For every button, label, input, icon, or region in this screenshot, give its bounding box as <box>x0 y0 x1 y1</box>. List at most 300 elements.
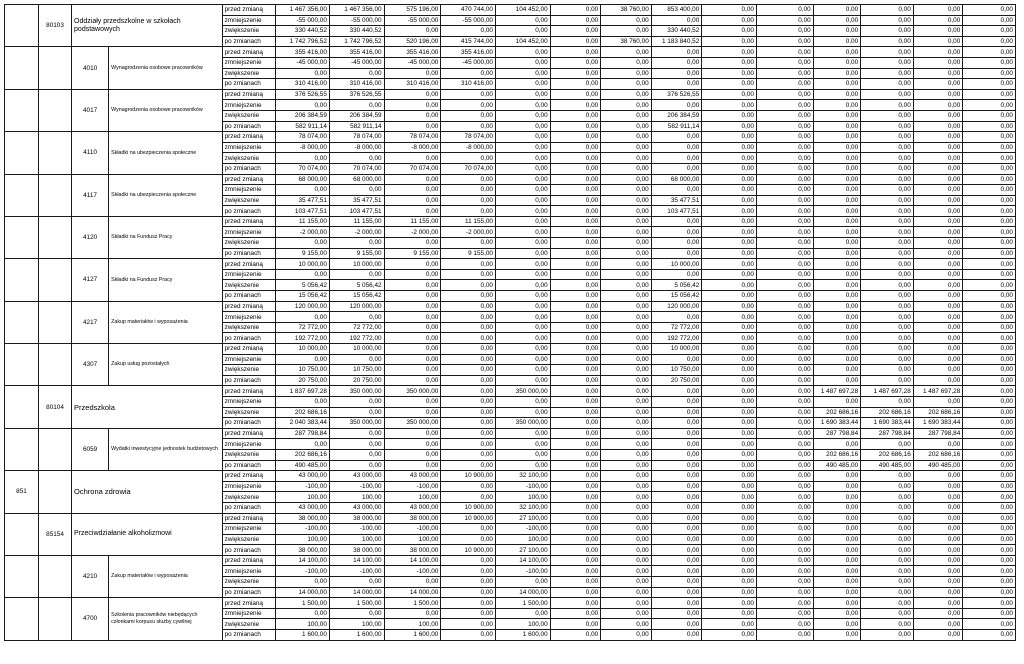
value-cell: 0,00 <box>550 449 601 460</box>
value-cell: 35 477,51 <box>329 195 384 206</box>
row-label: zwiększenie <box>222 280 276 291</box>
value-cell: 0,00 <box>963 47 1016 58</box>
value-cell: 0,00 <box>913 598 963 609</box>
value-cell: 0,00 <box>861 396 914 407</box>
row-label: zwiększenie <box>222 407 276 418</box>
table-row <box>5 5 1016 16</box>
value-cell: 0,00 <box>441 322 496 333</box>
value-cell: 0,00 <box>813 555 860 566</box>
value-cell: 0,00 <box>913 142 963 153</box>
value-cell: 10 000,00 <box>276 344 330 355</box>
row-label: zmniejszenie <box>222 227 276 238</box>
value-cell: 1 467 356,00 <box>329 5 384 16</box>
value-cell: 206 384,59 <box>329 110 384 121</box>
value-cell: 0,00 <box>702 269 757 280</box>
row-label: po zmianach <box>222 545 276 556</box>
value-cell: 0,00 <box>550 471 601 482</box>
value-cell: 0,00 <box>861 79 914 90</box>
value-cell: 0,00 <box>702 132 757 143</box>
value-cell: 68 000,00 <box>651 174 702 185</box>
value-cell: 0,00 <box>861 47 914 58</box>
value-cell: 0,00 <box>601 216 652 227</box>
row-label: zwiększenie <box>222 577 276 588</box>
value-cell: 0,00 <box>651 396 702 407</box>
value-cell: 0,00 <box>702 15 757 26</box>
value-cell: 0,00 <box>550 481 601 492</box>
value-cell: 0,00 <box>601 555 652 566</box>
value-cell: 0,00 <box>963 608 1016 619</box>
value-cell: 0,00 <box>963 566 1016 577</box>
row-label: przed zmianą <box>222 344 276 355</box>
value-cell: 5 056,42 <box>329 280 384 291</box>
value-cell: 0,00 <box>601 333 652 344</box>
value-cell: 0,00 <box>756 174 813 185</box>
value-cell: 0,00 <box>756 333 813 344</box>
value-cell: 0,00 <box>963 365 1016 376</box>
value-cell: 0,00 <box>702 386 757 397</box>
value-cell: 0,00 <box>813 89 860 100</box>
value-cell: 0,00 <box>813 608 860 619</box>
value-cell: 0,00 <box>813 333 860 344</box>
value-cell: 0,00 <box>550 312 601 323</box>
value-cell: 0,00 <box>861 259 914 270</box>
value-cell: 0,00 <box>756 5 813 16</box>
value-cell: 0,00 <box>495 163 550 174</box>
value-cell: 0,00 <box>550 153 601 164</box>
value-cell: 0,00 <box>756 555 813 566</box>
value-cell: 0,00 <box>861 89 914 100</box>
value-cell: 0,00 <box>601 386 652 397</box>
value-cell: 0,00 <box>756 291 813 302</box>
value-cell: 0,00 <box>329 439 384 450</box>
value-cell: 14 100,00 <box>384 555 441 566</box>
rozdzial-cell <box>39 471 72 513</box>
value-cell: 0,00 <box>861 598 914 609</box>
value-cell: 0,00 <box>861 5 914 16</box>
value-cell: 0,00 <box>756 110 813 121</box>
value-cell: 0,00 <box>651 15 702 26</box>
value-cell: 72 772,00 <box>651 322 702 333</box>
value-cell: 355 416,00 <box>384 47 441 58</box>
value-cell: 376 526,55 <box>651 89 702 100</box>
value-cell: 72 772,00 <box>276 322 330 333</box>
value-cell: 0,00 <box>441 492 496 503</box>
rozdzial-cell <box>39 47 72 89</box>
value-cell: 0,00 <box>384 206 441 217</box>
value-cell: 15 056,42 <box>651 291 702 302</box>
value-cell: 0,00 <box>329 185 384 196</box>
value-cell: 0,00 <box>384 121 441 132</box>
value-cell: 310 416,00 <box>329 79 384 90</box>
value-cell: 0,00 <box>861 471 914 482</box>
value-cell: 0,00 <box>913 36 963 47</box>
value-cell: 0,00 <box>601 163 652 174</box>
value-cell: 0,00 <box>702 524 757 535</box>
value-cell: 0,00 <box>756 57 813 68</box>
value-cell: 0,00 <box>813 354 860 365</box>
value-cell: 27 100,00 <box>495 545 550 556</box>
value-cell: 0,00 <box>384 291 441 302</box>
row-label: zmniejszenie <box>222 396 276 407</box>
value-cell: 0,00 <box>651 163 702 174</box>
value-cell: 202 686,16 <box>861 407 914 418</box>
value-cell: 0,00 <box>495 110 550 121</box>
row-label: zmniejszenie <box>222 439 276 450</box>
value-cell: 0,00 <box>963 36 1016 47</box>
value-cell: 0,00 <box>550 110 601 121</box>
value-cell: 0,00 <box>756 269 813 280</box>
value-cell: 0,00 <box>651 471 702 482</box>
value-cell: 1 487 697,28 <box>813 386 860 397</box>
value-cell: 0,00 <box>913 312 963 323</box>
value-cell: 0,00 <box>384 68 441 79</box>
value-cell: 0,00 <box>913 206 963 217</box>
value-cell: 0,00 <box>702 227 757 238</box>
value-cell: 0,00 <box>963 301 1016 312</box>
item-title: Szkolenia pracowników niebędących członkami korpusu służby cywilnej <box>109 598 222 640</box>
rozdzial-cell: 85154 <box>39 513 72 555</box>
value-cell: 0,00 <box>861 269 914 280</box>
value-cell: 0,00 <box>702 259 757 270</box>
value-cell: 0,00 <box>601 534 652 545</box>
value-cell: 0,00 <box>861 132 914 143</box>
value-cell: 0,00 <box>601 608 652 619</box>
value-cell: 0,00 <box>441 608 496 619</box>
value-cell: 0,00 <box>441 354 496 365</box>
value-cell: 78 074,00 <box>276 132 330 143</box>
value-cell: -100,00 <box>276 481 330 492</box>
value-cell: 43 000,00 <box>329 471 384 482</box>
value-cell: 0,00 <box>963 481 1016 492</box>
value-cell: 0,00 <box>756 163 813 174</box>
row-label: zwiększenie <box>222 195 276 206</box>
value-cell: 0,00 <box>601 418 652 429</box>
value-cell: 0,00 <box>550 68 601 79</box>
paragraf-cell: 4117 <box>72 174 109 216</box>
value-cell: 0,00 <box>813 79 860 90</box>
value-cell: 0,00 <box>550 502 601 513</box>
value-cell: 0,00 <box>495 608 550 619</box>
value-cell: 0,00 <box>756 449 813 460</box>
value-cell: 0,00 <box>813 524 860 535</box>
value-cell: 0,00 <box>441 630 496 641</box>
value-cell: 0,00 <box>756 79 813 90</box>
value-cell: 0,00 <box>861 502 914 513</box>
value-cell: 1 600,00 <box>276 630 330 641</box>
value-cell: 0,00 <box>441 524 496 535</box>
value-cell: 350 000,00 <box>329 386 384 397</box>
value-cell: 0,00 <box>861 375 914 386</box>
value-cell: 78 074,00 <box>384 132 441 143</box>
value-cell: 0,00 <box>861 301 914 312</box>
value-cell: -2 000,00 <box>329 227 384 238</box>
table-row <box>5 386 1016 397</box>
value-cell: 0,00 <box>702 238 757 249</box>
value-cell: 0,00 <box>276 608 330 619</box>
value-cell: 0,00 <box>441 534 496 545</box>
value-cell: 0,00 <box>384 195 441 206</box>
value-cell: 0,00 <box>913 492 963 503</box>
value-cell: 0,00 <box>384 312 441 323</box>
row-label: zmniejszenie <box>222 312 276 323</box>
value-cell: 0,00 <box>813 110 860 121</box>
row-label: po zmianach <box>222 36 276 47</box>
paragraf-cell: 4217 <box>72 301 109 343</box>
value-cell: 0,00 <box>550 216 601 227</box>
row-label: zwiększenie <box>222 153 276 164</box>
value-cell: 9 155,00 <box>329 248 384 259</box>
value-cell: 0,00 <box>651 439 702 450</box>
value-cell: 100,00 <box>329 619 384 630</box>
dzial-cell <box>5 598 39 640</box>
value-cell: -100,00 <box>495 524 550 535</box>
value-cell: 0,00 <box>495 216 550 227</box>
value-cell: 0,00 <box>601 57 652 68</box>
value-cell: 0,00 <box>702 333 757 344</box>
row-label: przed zmianą <box>222 132 276 143</box>
value-cell: 0,00 <box>550 534 601 545</box>
value-cell: 100,00 <box>495 492 550 503</box>
value-cell: 0,00 <box>601 396 652 407</box>
value-cell: 0,00 <box>963 587 1016 598</box>
value-cell: 0,00 <box>601 481 652 492</box>
value-cell: 0,00 <box>495 291 550 302</box>
value-cell: 0,00 <box>651 428 702 439</box>
value-cell: 0,00 <box>813 227 860 238</box>
value-cell: 0,00 <box>756 386 813 397</box>
value-cell: 0,00 <box>384 89 441 100</box>
value-cell: 0,00 <box>861 439 914 450</box>
value-cell: 0,00 <box>601 524 652 535</box>
value-cell: 0,00 <box>913 524 963 535</box>
value-cell: 0,00 <box>384 153 441 164</box>
value-cell: 0,00 <box>963 132 1016 143</box>
value-cell: 0,00 <box>913 259 963 270</box>
value-cell: 0,00 <box>913 534 963 545</box>
value-cell: 0,00 <box>913 195 963 206</box>
item-title: Zakup materiałów i wyposażenia <box>109 301 222 343</box>
value-cell: 0,00 <box>495 238 550 249</box>
value-cell: 0,00 <box>702 439 757 450</box>
value-cell: 0,00 <box>441 110 496 121</box>
value-cell: 0,00 <box>813 142 860 153</box>
value-cell: 0,00 <box>702 460 757 471</box>
value-cell: 0,00 <box>651 68 702 79</box>
value-cell: 0,00 <box>963 312 1016 323</box>
value-cell: 0,00 <box>702 375 757 386</box>
value-cell: 0,00 <box>813 365 860 376</box>
value-cell: 0,00 <box>651 216 702 227</box>
value-cell: 0,00 <box>601 365 652 376</box>
value-cell: 0,00 <box>601 142 652 153</box>
value-cell: 0,00 <box>550 407 601 418</box>
value-cell: 0,00 <box>963 619 1016 630</box>
value-cell: 0,00 <box>861 492 914 503</box>
value-cell: 0,00 <box>441 375 496 386</box>
value-cell: 287 798,84 <box>913 428 963 439</box>
value-cell: 0,00 <box>756 598 813 609</box>
value-cell: 0,00 <box>963 89 1016 100</box>
value-cell: 520 196,00 <box>384 36 441 47</box>
value-cell: 0,00 <box>601 121 652 132</box>
value-cell: 0,00 <box>813 216 860 227</box>
value-cell: 10 900,00 <box>441 471 496 482</box>
value-cell: 0,00 <box>756 534 813 545</box>
value-cell: 0,00 <box>550 132 601 143</box>
value-cell: 330 440,52 <box>276 26 330 37</box>
value-cell: 32 100,00 <box>495 471 550 482</box>
value-cell: 0,00 <box>963 322 1016 333</box>
value-cell: 0,00 <box>702 142 757 153</box>
value-cell: -45 000,00 <box>329 57 384 68</box>
value-cell: 0,00 <box>495 26 550 37</box>
value-cell: 0,00 <box>550 587 601 598</box>
value-cell: 0,00 <box>963 418 1016 429</box>
value-cell: 0,00 <box>601 312 652 323</box>
value-cell: 0,00 <box>963 79 1016 90</box>
value-cell: 0,00 <box>861 312 914 323</box>
value-cell: 0,00 <box>276 100 330 111</box>
value-cell: 0,00 <box>813 206 860 217</box>
value-cell: 0,00 <box>651 481 702 492</box>
value-cell: 0,00 <box>441 121 496 132</box>
value-cell: 0,00 <box>601 301 652 312</box>
value-cell: 0,00 <box>441 291 496 302</box>
value-cell: 0,00 <box>756 481 813 492</box>
value-cell: 0,00 <box>756 47 813 58</box>
value-cell: 0,00 <box>756 280 813 291</box>
value-cell: 0,00 <box>913 365 963 376</box>
value-cell: 0,00 <box>550 630 601 641</box>
value-cell: 0,00 <box>601 15 652 26</box>
value-cell: 0,00 <box>756 375 813 386</box>
value-cell: 0,00 <box>384 608 441 619</box>
value-cell: 0,00 <box>861 216 914 227</box>
value-cell: -2 000,00 <box>384 227 441 238</box>
value-cell: 0,00 <box>384 375 441 386</box>
value-cell: 11 155,00 <box>329 216 384 227</box>
value-cell: 0,00 <box>813 375 860 386</box>
value-cell: 0,00 <box>702 79 757 90</box>
value-cell: 310 416,00 <box>441 79 496 90</box>
value-cell: 0,00 <box>963 354 1016 365</box>
value-cell: 0,00 <box>384 174 441 185</box>
value-cell: 376 526,55 <box>276 89 330 100</box>
value-cell: 0,00 <box>813 492 860 503</box>
value-cell: 1 690 383,44 <box>861 418 914 429</box>
value-cell: 0,00 <box>601 428 652 439</box>
value-cell: 0,00 <box>601 132 652 143</box>
paragraf-cell: 4210 <box>72 555 109 597</box>
value-cell: 0,00 <box>861 36 914 47</box>
value-cell: 0,00 <box>756 89 813 100</box>
value-cell: 120 000,00 <box>329 301 384 312</box>
value-cell: 0,00 <box>963 598 1016 609</box>
value-cell: 0,00 <box>702 121 757 132</box>
value-cell: 0,00 <box>651 598 702 609</box>
value-cell: 1 600,00 <box>384 630 441 641</box>
value-cell: 287 798,84 <box>276 428 330 439</box>
value-cell: 0,00 <box>861 248 914 259</box>
value-cell: 0,00 <box>963 524 1016 535</box>
value-cell: 0,00 <box>441 280 496 291</box>
value-cell: -100,00 <box>276 566 330 577</box>
value-cell: 100,00 <box>276 619 330 630</box>
table-row <box>5 598 1016 609</box>
table-row <box>5 513 1016 524</box>
value-cell: 0,00 <box>495 333 550 344</box>
paragraf-cell: 4307 <box>72 344 109 386</box>
value-cell: 0,00 <box>702 5 757 16</box>
value-cell: 0,00 <box>601 79 652 90</box>
value-cell: 0,00 <box>651 142 702 153</box>
value-cell: 68 000,00 <box>276 174 330 185</box>
value-cell: 330 440,52 <box>329 26 384 37</box>
value-cell: 0,00 <box>441 407 496 418</box>
row-label: zwiększenie <box>222 492 276 503</box>
value-cell: 0,00 <box>329 269 384 280</box>
value-cell: 0,00 <box>441 555 496 566</box>
row-label: przed zmianą <box>222 216 276 227</box>
value-cell: 0,00 <box>756 524 813 535</box>
value-cell: 0,00 <box>601 439 652 450</box>
item-title: Przeciwdziałanie alkoholizmowi <box>72 513 223 555</box>
item-title: Ochrona zdrowia <box>72 471 223 513</box>
value-cell: 38 000,00 <box>276 545 330 556</box>
value-cell: 0,00 <box>963 5 1016 16</box>
value-cell: 0,00 <box>550 322 601 333</box>
value-cell: 0,00 <box>913 26 963 37</box>
value-cell: 0,00 <box>963 216 1016 227</box>
value-cell: 0,00 <box>913 608 963 619</box>
value-cell: 0,00 <box>601 566 652 577</box>
value-cell: 0,00 <box>963 26 1016 37</box>
row-label: zmniejszenie <box>222 481 276 492</box>
value-cell: 1 183 840,52 <box>651 36 702 47</box>
value-cell: 100,00 <box>329 492 384 503</box>
value-cell: 0,00 <box>495 248 550 259</box>
value-cell: 10 750,00 <box>329 365 384 376</box>
value-cell: 0,00 <box>702 598 757 609</box>
value-cell: 0,00 <box>913 471 963 482</box>
value-cell: 0,00 <box>963 630 1016 641</box>
value-cell: 0,00 <box>441 418 496 429</box>
value-cell: 0,00 <box>329 428 384 439</box>
row-label: po zmianach <box>222 248 276 259</box>
value-cell: 0,00 <box>813 534 860 545</box>
row-label: po zmianach <box>222 587 276 598</box>
value-cell: 0,00 <box>495 100 550 111</box>
value-cell: 0,00 <box>384 185 441 196</box>
value-cell: 0,00 <box>913 185 963 196</box>
value-cell: 0,00 <box>441 396 496 407</box>
value-cell: 0,00 <box>702 545 757 556</box>
value-cell: 0,00 <box>651 534 702 545</box>
value-cell: 0,00 <box>601 68 652 79</box>
value-cell: 0,00 <box>861 481 914 492</box>
value-cell: 0,00 <box>702 68 757 79</box>
value-cell: 0,00 <box>441 619 496 630</box>
value-cell: 0,00 <box>495 269 550 280</box>
value-cell: 0,00 <box>601 185 652 196</box>
value-cell: 0,00 <box>913 375 963 386</box>
value-cell: 582 911,14 <box>276 121 330 132</box>
value-cell: 0,00 <box>861 57 914 68</box>
value-cell: 1 500,00 <box>329 598 384 609</box>
value-cell: 0,00 <box>702 163 757 174</box>
value-cell: 0,00 <box>756 206 813 217</box>
value-cell: 0,00 <box>601 238 652 249</box>
